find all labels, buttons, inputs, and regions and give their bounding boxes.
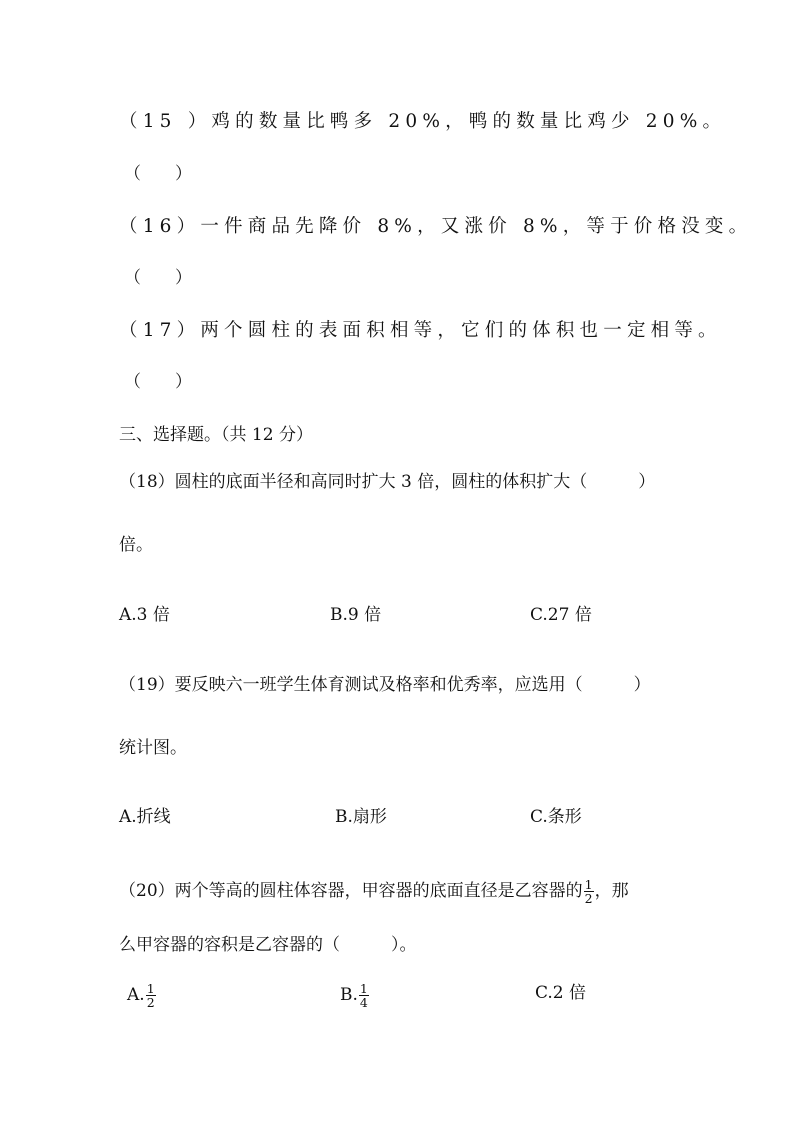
- question-19-option-a[interactable]: A.折线: [119, 807, 171, 827]
- question-15-answer-blank[interactable]: （ ）: [124, 164, 192, 184]
- option-label: A.: [127, 985, 145, 1005]
- question-19-option-b[interactable]: B.扇形: [335, 807, 387, 827]
- question-18-text-cont: 倍。: [119, 535, 153, 555]
- question-18-option-b[interactable]: B.9 倍: [330, 605, 382, 625]
- fraction-denominator: 4: [359, 995, 368, 1010]
- question-15-text: （15 ）鸡的数量比鸭多 20%，鸭的数量比鸡少 20%。: [119, 111, 727, 132]
- question-17-answer-blank[interactable]: （ ）: [124, 372, 192, 392]
- option-fraction: [146, 982, 156, 1009]
- fraction-numerator: 1: [584, 877, 593, 892]
- question-20-option-a[interactable]: [127, 982, 157, 1009]
- fraction-denominator: 2: [584, 891, 593, 906]
- fraction-numerator: 1: [359, 981, 368, 996]
- question-17-text: （17）两个圆柱的表面积相等，它们的体积也一定相等。: [119, 320, 722, 341]
- question-18-option-a[interactable]: A.3 倍: [119, 605, 170, 625]
- option-label: B.: [340, 985, 358, 1005]
- question-19-text-cont: 统计图。: [119, 738, 187, 758]
- fraction-one-half: [584, 878, 594, 905]
- section-title: 三、选择题。（共 12 分）: [119, 425, 313, 445]
- question-20-text: [119, 878, 629, 905]
- question-20-option-b[interactable]: [340, 982, 370, 1009]
- question-20-text-cont: 么甲容器的容积是乙容器的（ ）。: [119, 935, 417, 955]
- question-20-text-part2: ，那: [594, 881, 629, 901]
- fraction-numerator: 1: [146, 981, 155, 996]
- question-16-text: （16）一件商品先降价 8%，又涨价 8%，等于价格没变。: [119, 216, 753, 237]
- question-16-answer-blank[interactable]: （ ）: [124, 268, 192, 288]
- question-19-text: （19）要反映六一班学生体育测试及格率和优秀率，应选用（ ）: [119, 675, 651, 695]
- question-18-option-c[interactable]: C.27 倍: [530, 605, 592, 625]
- option-fraction: [359, 982, 369, 1009]
- question-19-option-c[interactable]: C.条形: [530, 807, 582, 827]
- question-20-option-c[interactable]: C.2 倍: [535, 983, 587, 1003]
- question-18-text: （18）圆柱的底面半径和高同时扩大 3 倍，圆柱的体积扩大（ ）: [119, 472, 656, 492]
- question-20-text-part1: （20）两个等高的圆柱体容器，甲容器的底面直径是乙容器的: [119, 881, 583, 901]
- fraction-denominator: 2: [146, 995, 155, 1010]
